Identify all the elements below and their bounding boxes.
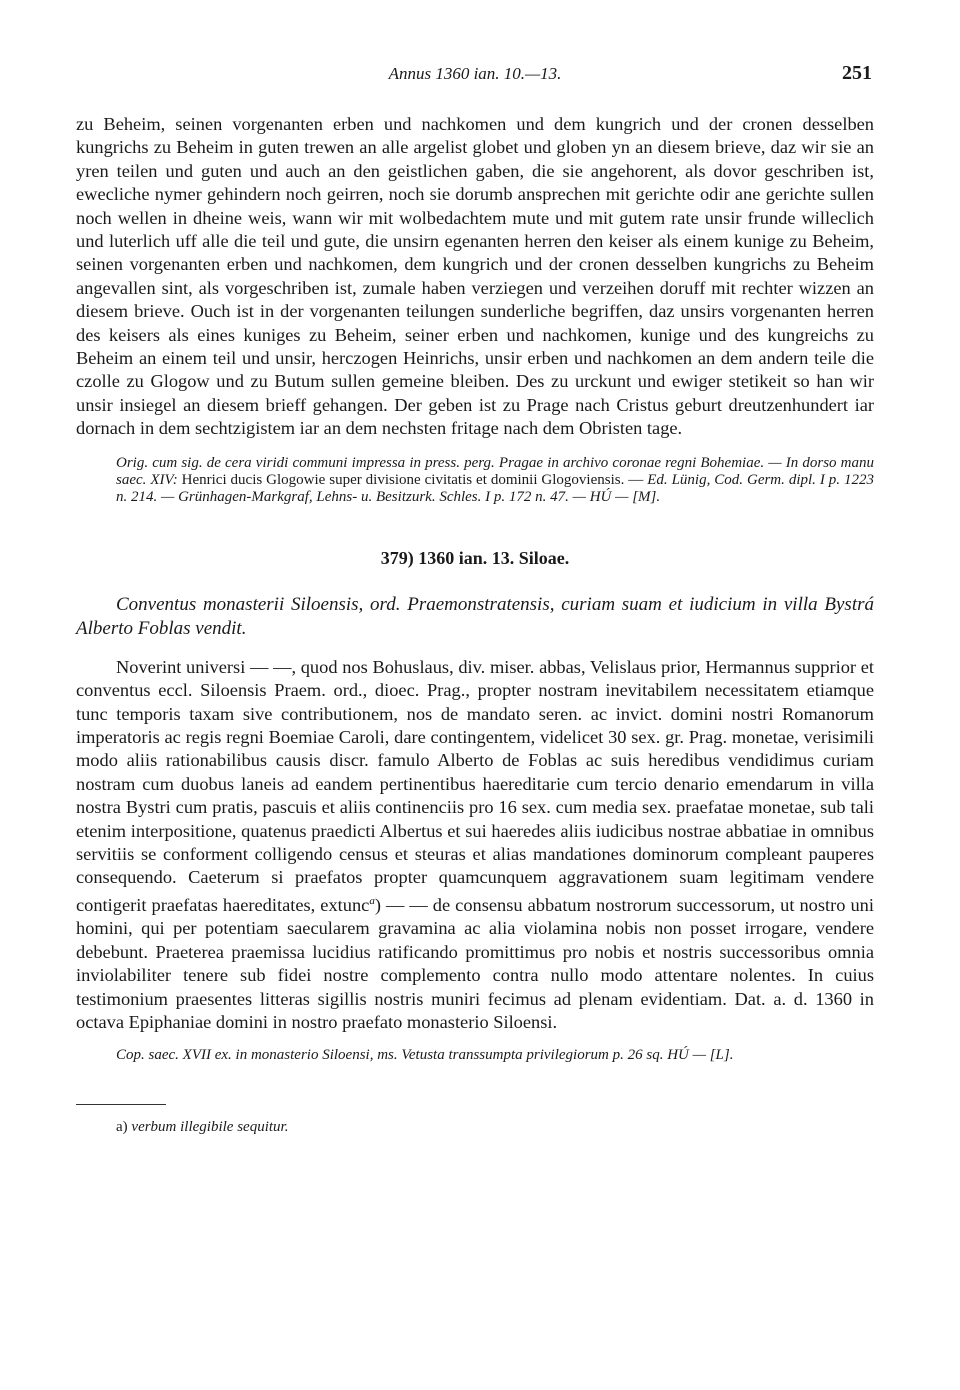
footnote-reference: a bbox=[369, 894, 375, 907]
source-note bbox=[76, 455, 874, 506]
charter-text bbox=[76, 656, 874, 1035]
page-header bbox=[76, 58, 874, 92]
footnote-text: verbum illegibile sequitur. bbox=[131, 1119, 289, 1136]
footnote-mark: a) bbox=[116, 1119, 128, 1136]
charter-text-part-1: Noverint universi — —, quod nos Bohuslaus, div. miser. abbas, Velislaus prior, Hermannus supprior et conventus eccl. Siloensis Praem. ord., dioec. Prag., propter nostram inevitabilem necessitatem etiamque tunc temporis taxam sive contributionem, nos de mandato seren. ac invict. domini nostri Romanorum imperatoris ac regis regni Boemiae Caroli, dare contingentem, videlicet 30 sex. gr. Prag. monetae, verisimili modo aliis rationabilibus causis discr. famulo Alberto de Foblas ac suis heredibus vendidimus curiam nostram cum duobus laneis ad eandem pertinentibus haereditarie cum tercio denario emendarum in villa nostra Bystri cum pratis, pascuis et aliis continenciis pro 16 sex. cum media sex. praefatae monetae, sub tali etenim interpositione, quatenus praedicti Albertus et sui haeredes aliis iudicibus nostrae abbatiae in omnibus servitiis se conforment colligendo census et steuras et alias mandationes dominorum compleant pauperes consequendo. Caeterum si praefatos propter quamcunquem aggravationem suam legitimam vendere contigerit praefatas haereditates, extunc bbox=[76, 656, 874, 915]
source-note-plain-1: Henrici ducis Glogowie super divisione civitatis et dominii Glogoviensis. — bbox=[177, 471, 648, 488]
main-text-paragraph: zu Beheim, seinen vorgenanten erben und nachkomen und dem kungrich und der cronen desselben kungrichs zu Beheim in guten trewen an alle argelist globet und globen yn an diesem brieve, daz wir sie an yren teilen und guten und auch an den geistlichen gaben, die sie angehorent, als dovor geschriben ist, ewecliche nymer gehindern noch geirren, noch sie dorumb ansprechen mit gerichte odir ane gerichte sullen noch wellen in dheine weis, wann wir mit wolbedachtem mute und mit gutem rate unsir frunde willeclich und luterlich uff alle die teil und gute, die unsirn egenanten herren den keiser als einem kunige zu Beheim, seinen vorgenanten erben und nachkomen, dem kungrich und der cronen desselben kungrichs zu Beheim angevallen sint, als vorgeschriben ist, zumale haben verziegen und verzeihen doruff mit rechter wizzen an diesem brieve. Ouch ist in der vorgenanten teilungen sunderliche begriffen, daz unsirs vorgenanten herren des keisers als eines kuniges zu Beheim, seiner erben und nachkomen, kunige und des kungreichs zu Beheim an einem teil und unsir, herczogen Heinrichs, unsir erben und nachkomen an dem andern teile die czolle zu Glogow und zu Butum sullen gemeine bleiben. Des zu urckunt und ewiger stetikeit so han wir unsir insiegel an diesem brieff gehangen. Der geben ist zu Prage nach Cristus geburt dreutzenhundert iar dornach in dem sechtzigistem iar an dem nechsten fritage nach dem Obristen tage. bbox=[76, 114, 874, 439]
running-title: Annus 1360 ian. 10.—13. bbox=[388, 64, 562, 83]
source-note-italic-2: Ed. Lünig, Cod. Germ. dipl. I p. 1223 n. 214. — Grünhagen-Markgraf, Lehns- u. Besitzurk. Schles. I p. 172 n. 47. — HÚ — [M]. bbox=[116, 471, 874, 505]
charter-text-part-2: ) — — de consensu abbatum nostrorum successorum, ut nostro uni homini, qui per potentiam saecularem gravamina ac alia violamina nobis non posset irrogare, vendere debebunt. Praeterea praemissa lucidius ratificando promittimus pro nobis et nostris successoribus omnia inviolabiliter tenere sub fidei nostre complemento contra nullo modo attentare nolentes. In cuius testimonium praesentes litteras sigillis nostris muniri fecimus ad plenam evidentiam. Dat. a. d. 1360 in octava Epiphaniae domini in nostro praefato monasterio Siloensi. bbox=[76, 894, 874, 1032]
footnote-divider bbox=[76, 1104, 166, 1105]
source-note-italic-1: Orig. cum sig. de cera viridi communi impressa in press. perg. Pragae in archivo coronae regni Bohemiae. — In dorso manu saec. XIV: bbox=[116, 454, 874, 488]
document-regest: Conventus monasterii Siloensis, ord. Praemonstratensis, curiam suam et iudicium in villa Bystrá Alberto Foblas vendit. bbox=[76, 593, 874, 639]
footnote bbox=[116, 1119, 874, 1136]
page bbox=[76, 58, 874, 1136]
document-heading: 379) 1360 ian. 13. Siloae. bbox=[380, 547, 570, 568]
copy-note: Cop. saec. XVII ex. in monasterio Siloensi, ms. Vetusta transsumpta privilegiorum p. 26 sq. HÚ — [L]. bbox=[116, 1047, 734, 1064]
page-number: 251 bbox=[842, 62, 872, 84]
